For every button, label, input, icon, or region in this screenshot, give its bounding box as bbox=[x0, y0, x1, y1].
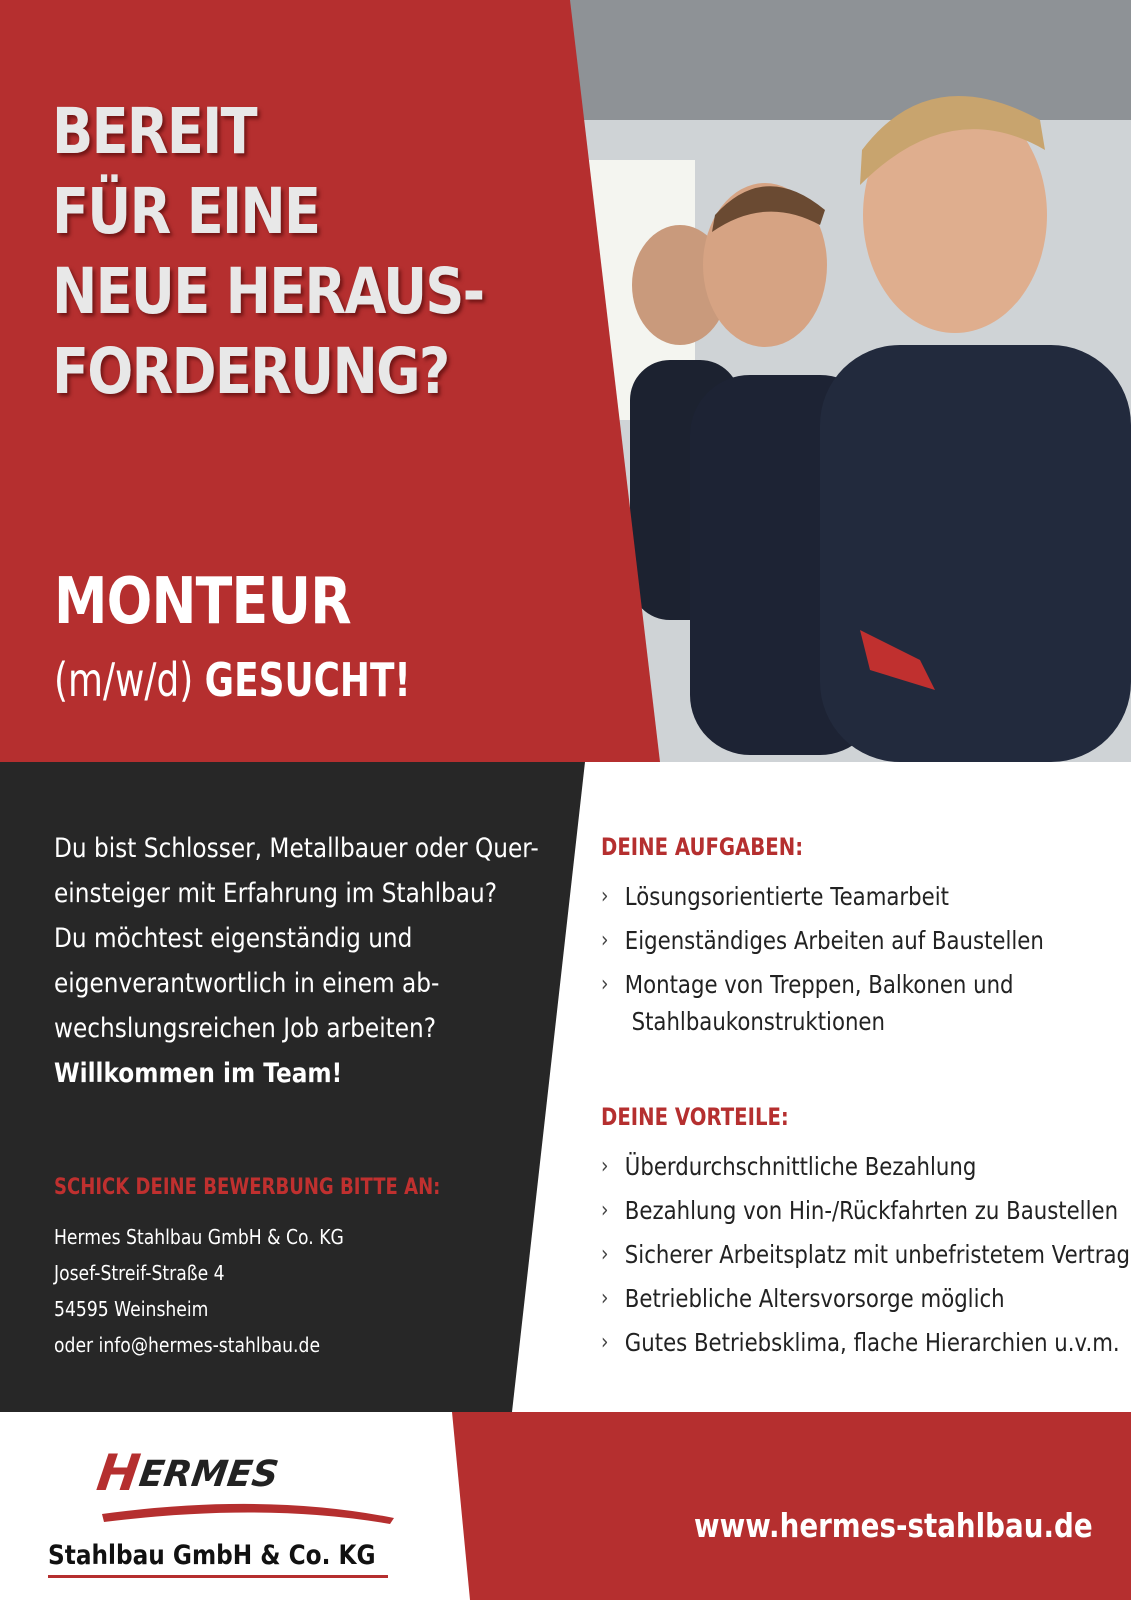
list-item: › Bezahlung von Hin-/Rückfahrten zu Baustellen bbox=[601, 1192, 1043, 1229]
logo-mark bbox=[44, 1428, 414, 1538]
list-item: › Gutes Betriebsklima, flache Hierarchien u.v.m. bbox=[601, 1324, 1043, 1361]
chevron-right-icon: › bbox=[601, 1330, 609, 1355]
benefits-list bbox=[601, 1148, 1130, 1368]
chevron-right-icon: › bbox=[601, 972, 609, 997]
intro-line: Du möchtest eigenständig und bbox=[54, 923, 413, 954]
intro-line: eigenverantwortlich in einem ab- bbox=[54, 968, 440, 999]
contact-address bbox=[54, 1219, 344, 1363]
headline-line: NEUE HERAUS- bbox=[52, 255, 484, 328]
list-item: › Überdurchschnittliche Bezahlung bbox=[601, 1148, 1043, 1185]
job-title: MONTEUR bbox=[54, 565, 351, 639]
welcome-text: Willkommen im Team! bbox=[54, 1058, 343, 1089]
intro-line: wechslungsreichen Job arbeiten? bbox=[54, 1013, 437, 1044]
headline-line: FORDERUNG? bbox=[52, 335, 449, 408]
headline bbox=[52, 92, 499, 412]
logo-subtitle: Stahlbau GmbH & Co. KG bbox=[48, 1540, 376, 1571]
job-subtitle bbox=[54, 652, 411, 708]
gender-note: (m/w/d) bbox=[54, 653, 194, 707]
company-name: Hermes Stahlbau GmbH & Co. KG bbox=[54, 1225, 344, 1249]
chevron-right-icon: › bbox=[601, 1242, 609, 1267]
list-item: › Lösungsorientierte Teamarbeit bbox=[601, 878, 1043, 915]
headline-line: FÜR EINE bbox=[52, 175, 320, 248]
tasks-list bbox=[601, 878, 1043, 1047]
apply-heading: SCHICK DEINE BEWERBUNG BITTE AN: bbox=[54, 1175, 441, 1200]
tasks-heading: DEINE AUFGABEN: bbox=[601, 833, 804, 861]
headline-line: BEREIT bbox=[52, 95, 256, 168]
svg-text:H: H bbox=[93, 1443, 144, 1502]
chevron-right-icon: › bbox=[601, 1286, 609, 1311]
list-item: › Sicherer Arbeitsplatz mit unbefristetem Vertrag bbox=[601, 1236, 1043, 1273]
website-link[interactable]: www.hermes-stahlbau.de bbox=[694, 1506, 1093, 1545]
intro-line: einsteiger mit Erfahrung im Stahlbau? bbox=[54, 878, 498, 909]
list-item: › Betriebliche Altersvorsorge möglich bbox=[601, 1280, 1043, 1317]
street: Josef-Streif-Straße 4 bbox=[54, 1261, 225, 1285]
list-item: › Montage von Treppen, Balkonen und Stahlbaukonstruktionen bbox=[601, 966, 1043, 1040]
city: 54595 Weinsheim bbox=[54, 1297, 209, 1321]
logo-underline bbox=[44, 1573, 414, 1581]
chevron-right-icon: › bbox=[601, 928, 609, 953]
svg-text:ERMES: ERMES bbox=[136, 1452, 282, 1495]
company-logo bbox=[44, 1428, 414, 1578]
chevron-right-icon: › bbox=[601, 1198, 609, 1223]
benefits-heading: DEINE VORTEILE: bbox=[601, 1103, 789, 1131]
list-item-continuation: Stahlbaukonstruktionen bbox=[631, 1007, 885, 1036]
email-link[interactable]: oder info@hermes-stahlbau.de bbox=[54, 1333, 321, 1357]
intro-line: Du bist Schlosser, Metallbauer oder Quer- bbox=[54, 833, 539, 864]
list-item: › Eigenständiges Arbeiten auf Baustellen bbox=[601, 922, 1043, 959]
intro-text bbox=[54, 826, 539, 1096]
chevron-right-icon: › bbox=[601, 1154, 609, 1179]
chevron-right-icon: › bbox=[601, 884, 609, 909]
wanted-label: GESUCHT! bbox=[204, 653, 411, 707]
